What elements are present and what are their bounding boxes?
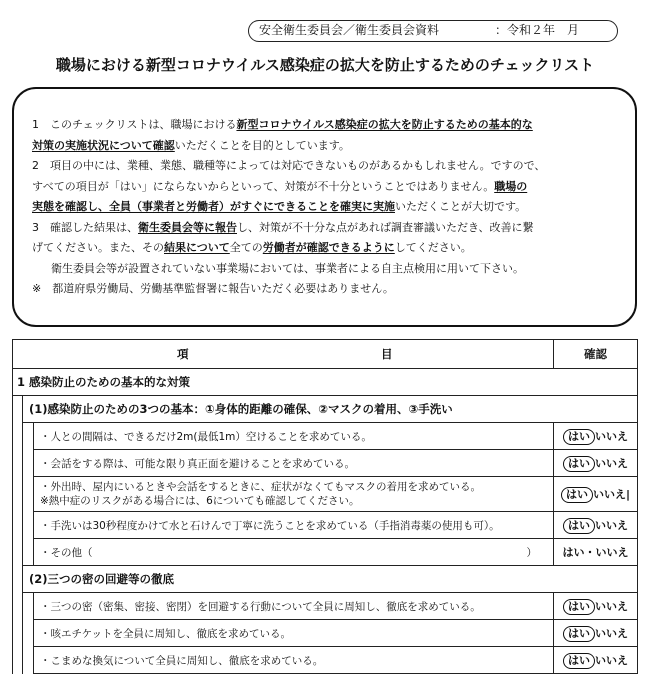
indent-cell [13,566,23,593]
notice-paragraph-3 [32,218,621,239]
indent-cell [23,620,34,647]
indent-cell [13,450,23,477]
notice-text: いただくことを目的としています。 [174,138,350,152]
yes-option[interactable]: はい [562,546,585,559]
confirm-cell [554,450,638,477]
item-text: ・人との間隔は、できるだけ2m(最低1m）空けることを求めている。 [40,430,372,443]
notice-paragraph-5: ※ 都道府県労働局、労働基準監督署に報告いただく必要はありません。 [32,282,394,295]
confirm-cell [554,647,638,674]
yes-option[interactable]: はい [563,653,595,669]
checklist-item [34,450,554,477]
notice-emphasis: 新型コロナウイルス感染症の拡大を防止するための基本的な [236,118,533,131]
checklist-item [34,539,554,566]
item-text: ・会話をする際は、可能な限り真正面を避けることを求めている。 [40,457,355,470]
table-row [13,450,638,477]
confirm-cell [554,593,638,620]
indent-cell [13,512,23,539]
date-label: ：令和２年 月 [495,23,580,37]
subsection-row [13,566,638,593]
item-text: ・こまめな換気について全員に周知し、徹底を求めている。 [40,654,324,667]
indent-cell [13,620,23,647]
indent-cell [23,477,34,512]
indent-cell [13,593,23,620]
confirm-cell [554,477,638,512]
notice-text: 全ての [229,241,263,254]
indent-cell [23,423,34,450]
no-option[interactable]: いいえ [595,546,629,559]
indent-cell [13,477,23,512]
notice-text: げてください。また、その [32,241,164,254]
checklist-item [34,477,554,512]
notice-text: 3 確認した結果は、 [32,220,138,234]
yes-option[interactable]: はい [563,429,595,445]
no-option[interactable]: いいえ [595,626,629,640]
indent-cell [13,423,23,450]
indent-cell [23,450,34,477]
indent-cell [23,512,34,539]
table-row [13,512,638,539]
subsection-row [13,396,638,423]
item-text: ・手洗いは30秒程度かけて水と石けんで丁寧に洗うことを求めている（手指消毒薬の使用も可）。 [40,519,500,532]
item-note: ※熱中症のリスクがある場合には、6についても確認してください。 [40,495,360,507]
notice-paragraph-3-cont [32,238,621,259]
notice-text: し、対策が不十分な点があれば調査審議いただき、改善に繋 [237,220,534,234]
subsection-items [13,593,638,674]
section-row [13,369,638,396]
table-row [13,423,638,450]
no-option[interactable]: いいえ| [593,487,631,501]
section-title: 1 感染防止のための基本的な対策 [13,369,638,396]
indent-cell [13,396,23,423]
checklist-item [34,423,554,450]
notice-emphasis: 結果について [164,241,230,254]
checklist-item [34,593,554,620]
notice-paragraph-2-cont [32,177,621,198]
no-option[interactable]: いいえ [595,429,629,443]
notice-emphasis: 職場の [494,179,528,193]
notice-text: 1 このチェックリストは、職場における [32,118,237,131]
notice-paragraph-4: 衛生委員会等が設置されていない事業場においては、事業者による自主点検用に用いて下さい。 [51,261,524,275]
table-row [13,593,638,620]
yes-option[interactable]: はい [563,456,595,472]
yes-option[interactable]: はい [563,626,595,642]
table-row [13,539,638,566]
indent-cell [23,647,34,674]
confirm-cell [554,620,638,647]
item-text: ・その他（ [40,546,93,559]
notice-text: 2 項目の中には、業種、業態、職種等によっては対応できないものがあるかもしれません。ですので、 [32,159,546,172]
no-option[interactable]: いいえ [595,518,629,532]
header-confirm: 確認 [554,340,638,369]
indent-cell [13,539,23,566]
subsection-items [13,423,638,566]
checklist-item [34,512,554,539]
notice-text: してください。 [394,241,472,254]
confirm-cell [554,423,638,450]
subsection-title: (1)感染防止のための3つの基本：①身体的距離の確保、②マスクの着用、③手洗い [23,396,638,423]
table-row [13,620,638,647]
indent-cell [23,593,34,620]
item-text: ・咳エチケットを全員に周知し、徹底を求めている。 [40,627,292,640]
table-row [13,647,638,674]
no-option[interactable]: いいえ [595,599,629,613]
document-label: 安全衛生委員会／衛生委員会資料 [259,23,440,37]
confirm-cell [554,512,638,539]
notice-emphasis: 実態を確認し、全員（事業者と労働者）がすぐにできることを確実に実施 [32,200,395,213]
header-item [13,340,554,369]
notice-paragraph-2 [32,156,621,177]
indent-cell [23,539,34,566]
notice-text: すべての項目が「はい」にならないからといって、対策が不十分ということではありません。 [32,179,495,193]
item-text: ・三つの密（密集、密接、密閉）を回避する行動について全員に周知し、徹底を求めている。 [40,600,481,613]
table-row [13,477,638,512]
notice-paragraph-1-cont [32,136,621,157]
notice-text: いただくことが大切です。 [395,200,527,213]
no-option[interactable]: いいえ [595,653,629,667]
document-label-box [248,20,618,42]
notice-paragraph-1 [32,115,621,136]
yes-option[interactable]: はい [561,487,593,503]
confirm-cell [554,539,638,566]
other-close-paren: ） [526,546,538,559]
checklist-item [34,647,554,674]
checklist-item [34,620,554,647]
yes-option[interactable]: はい [563,518,595,534]
no-option[interactable]: いいえ [595,456,629,470]
notice-emphasis: 労働者が確認できるように [262,241,395,254]
notice-emphasis: 衛生委員会等に報告 [138,220,237,234]
notice-box [12,87,637,327]
header-item-label: 目 [381,347,393,361]
checklist-table [12,339,638,674]
table-header-row [13,340,638,369]
header-item-label: 項 [177,347,189,361]
option-separator: ・ [584,546,596,559]
yes-option[interactable]: はい [563,599,595,615]
page-title: 職場における新型コロナウイルス感染症の拡大を防止するためのチェックリスト [55,56,595,74]
item-text: ・外出時、屋内にいるときや会話をするときに、症状がなくてもマスクの着用を求めている。 [40,481,481,493]
subsection-title: (2)三つの密の回避等の徹底 [23,566,638,593]
notice-paragraph-2-cont2 [32,197,621,218]
notice-emphasis: 対策の実施状況について確認 [32,138,175,152]
indent-cell [13,647,23,674]
